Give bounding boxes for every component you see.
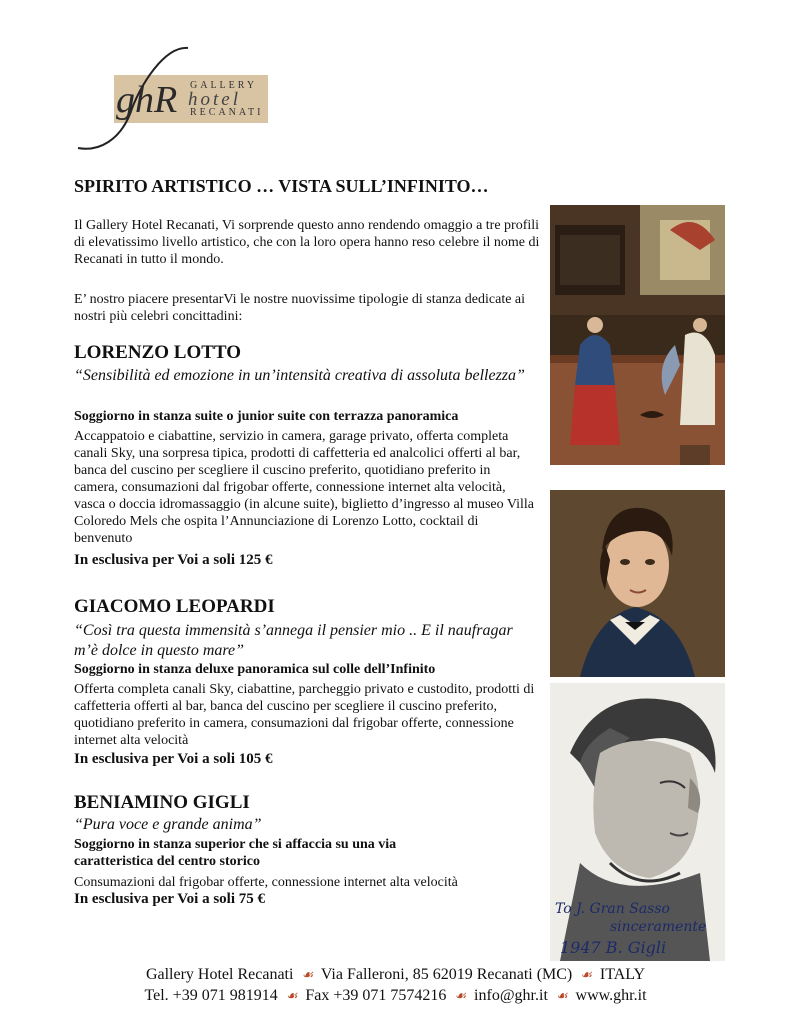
room-description-leopardi: Offerta completa canali Sky, ciabattine, parcheggio privato e custodito, prodotti di caffetteria offerti al bar, banca del cuscino per scegliere il cuscino preferito, quotidiano preferito in camera, consumazioni dal frigobar offerte, connessione internet alta velocità — [74, 682, 535, 748]
logo-recanati: RECANATI — [190, 107, 264, 118]
separator-icon: ☙ — [285, 988, 298, 1003]
logo-letters: ghR — [116, 79, 178, 121]
signature-line-2: sinceramente — [610, 919, 707, 935]
section-title-lotto: LORENZO LOTTO — [74, 342, 242, 363]
separator-icon: ☙ — [555, 988, 568, 1003]
room-description-gigli: Consumazioni dal frigobar offerte, connessione internet alta velocità — [74, 875, 458, 890]
price-gigli: In esclusiva per Voi a soli 75 € — [74, 891, 266, 907]
section-title-gigli: BENIAMINO GIGLI — [74, 792, 250, 813]
section-title-leopardi: GIACOMO LEOPARDI — [74, 596, 275, 617]
signature-line-1: To J. Gran Sasso — [555, 901, 670, 917]
footer-email[interactable]: info@ghr.it — [474, 987, 548, 1004]
footer-address: Via Falleroni, 85 62019 Recanati (MC) — [320, 966, 573, 983]
price-lotto: In esclusiva per Voi a soli 125 € — [74, 552, 273, 568]
section-quote-lotto: “Sensibilità ed emozione in un’intensità creativa di assoluta bellezza” — [74, 367, 525, 384]
room-title-gigli: Soggiorno in stanza superior che si affaccia su una via caratteristica del centro storico — [74, 837, 397, 869]
signature-line-3: 1947 B. Gigli — [560, 938, 667, 957]
logo-hotel: hotel — [188, 89, 241, 110]
separator-icon: ☙ — [301, 967, 314, 982]
footer-hotel-name: Gallery Hotel Recanati — [145, 966, 294, 983]
room-title-lotto: Soggiorno in stanza suite o junior suite con terrazza panoramica — [74, 409, 459, 424]
price-leopardi: In esclusiva per Voi a soli 105 € — [74, 751, 273, 767]
intro-paragraph: Il Gallery Hotel Recanati, Vi sorprende questo anno rendendo omaggio a tre profili di elevatissimo livello artistico, che con la loro opera hanno reso celebre il nome di Recanati in tutto il mondo. — [74, 218, 540, 267]
page-title: SPIRITO ARTISTICO … VISTA SULL’INFINITO… — [74, 176, 489, 196]
annunciation-painting — [550, 205, 725, 465]
footer-phone: Tel. +39 071 981914 — [144, 987, 278, 1004]
footer-website[interactable]: www.ghr.it — [575, 987, 647, 1004]
footer-line-1 — [0, 966, 791, 984]
section-quote-leopardi: “Così tra questa immensità s’annega il pensier mio .. E il naufragar m’è dolce in questo mare” — [74, 622, 513, 659]
footer-country: ITALY — [599, 966, 646, 983]
footer-fax: Fax +39 071 7574216 — [305, 987, 447, 1004]
separator-icon: ☙ — [454, 988, 467, 1003]
separator-icon: ☙ — [580, 967, 592, 982]
footer-line-2 — [0, 987, 791, 1005]
hotel-logo — [70, 44, 275, 156]
section-quote-gigli: “Pura voce e grande anima” — [74, 816, 262, 833]
room-title-leopardi: Soggiorno in stanza deluxe panoramica sul colle dell’Infinito — [74, 662, 436, 677]
logo-gallery: GALLERY — [190, 80, 258, 91]
intro-paragraph-2: E’ nostro piacere presentarVi le nostre nuovissime tipologie di stanza dedicate ai nostri più celebri concittadini: — [74, 292, 526, 324]
leopardi-portrait — [550, 490, 725, 677]
room-description-lotto: Accappatoio e ciabattine, servizio in camera, garage privato, offerta completa canali Sky, una sorpresa tipica, prodotti di caffetteria ed analcolici offerti al bar, banca del cuscino per scegliere il cuscino preferito, quotidiano preferito in camera, consumazioni dal frigobar offerte, connessione internet alta velocità, vasca o doccia idromassaggio (in alcune suite), biglietto d’ingresso al museo Villa Coloredo Mels che ospita l’Annunciazione di Lorenzo Lotto, cocktail di benvenuto — [74, 429, 535, 546]
gigli-sketch — [550, 683, 725, 961]
